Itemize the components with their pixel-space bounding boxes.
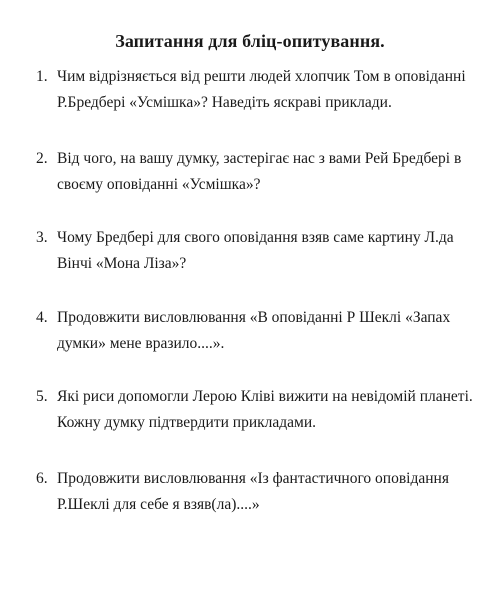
question-number: 5. xyxy=(36,388,48,405)
question-text xyxy=(36,384,486,436)
question-line: Від чого, на вашу думку, застерігає нас з вами Рей Бредбері в xyxy=(57,150,462,167)
question-text xyxy=(36,466,486,518)
question-1 xyxy=(36,64,486,116)
question-line: Р.Шеклі для себе я взяв(ла)....» xyxy=(57,496,260,513)
page-title: Запитання для бліц-опитування. xyxy=(115,31,385,51)
question-line: Продовжити висловлювання «Із фантастичного оповідання xyxy=(57,470,449,487)
question-3 xyxy=(36,225,486,277)
question-line: думки» мене вразило....». xyxy=(57,335,225,352)
question-line: Вінчі «Мона Ліза»? xyxy=(57,255,187,272)
question-line: Кожну думку підтвердити прикладами. xyxy=(57,414,317,431)
question-line: Чим відрізняється від решти людей хлопчик Том в оповіданні xyxy=(57,68,466,85)
question-text xyxy=(36,225,486,277)
question-text xyxy=(36,305,486,357)
question-5 xyxy=(36,384,486,436)
question-4 xyxy=(36,305,486,357)
question-number: 1. xyxy=(36,68,48,85)
question-number: 2. xyxy=(36,150,48,167)
question-text xyxy=(36,146,486,198)
question-number: 6. xyxy=(36,470,48,487)
question-2 xyxy=(36,146,486,198)
question-line: своєму оповіданні «Усмішка»? xyxy=(57,176,261,193)
question-line: Чому Бредбері для свого оповідання взяв саме картину Л.да xyxy=(57,229,454,246)
question-text xyxy=(36,64,486,116)
question-line: Які риси допомогли Лерою Кліві вижити на невідомій планеті. xyxy=(57,388,473,405)
question-6 xyxy=(36,466,486,518)
question-line: Р.Бредбері «Усмішка»? Наведіть яскраві приклади. xyxy=(57,94,392,111)
question-number: 4. xyxy=(36,309,48,326)
question-number: 3. xyxy=(36,229,48,246)
question-line: Продовжити висловлювання «В оповіданні Р Шеклі «Запах xyxy=(57,309,451,326)
